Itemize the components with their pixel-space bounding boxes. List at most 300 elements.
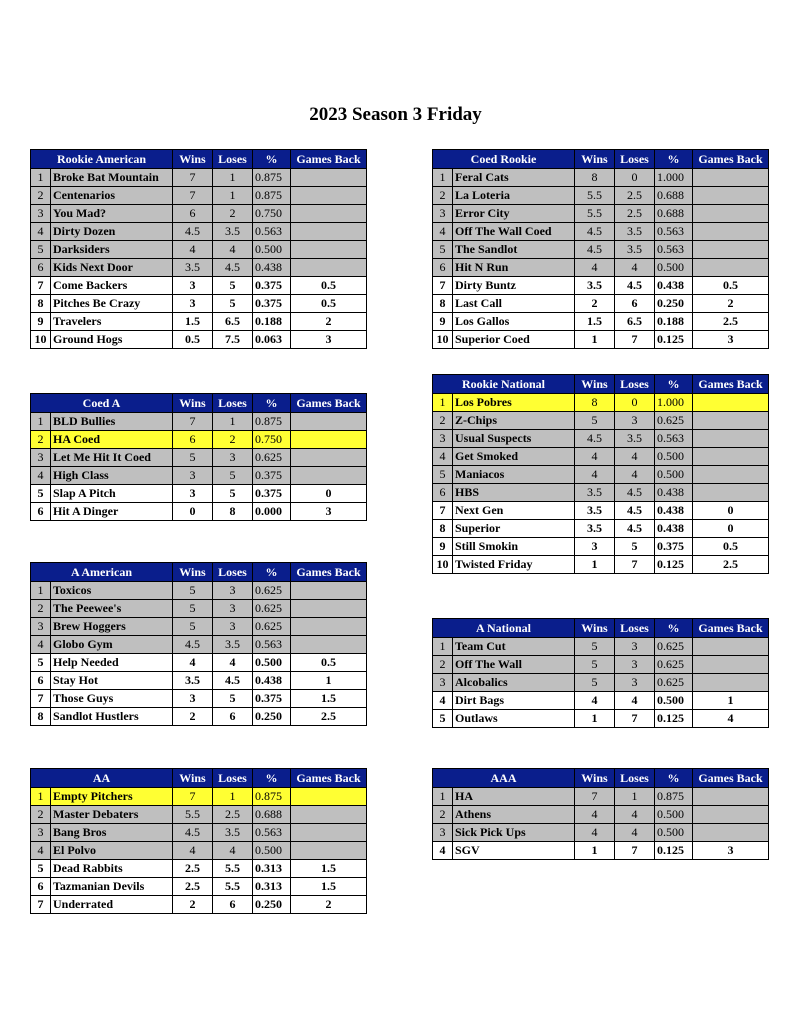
table-row xyxy=(31,295,367,313)
table-row xyxy=(31,259,367,277)
team-cell: The Sandlot xyxy=(453,241,575,259)
games-back-cell: 3 xyxy=(693,331,769,349)
rank-cell: 4 xyxy=(433,692,453,710)
pct-cell: 0.500 xyxy=(253,241,291,259)
wins-cell: 4.5 xyxy=(575,223,615,241)
loses-cell: 4 xyxy=(213,842,253,860)
header-games-back: Games Back xyxy=(693,619,769,638)
header-pct: % xyxy=(253,150,291,169)
loses-cell: 4 xyxy=(615,806,655,824)
table-row xyxy=(433,710,769,728)
team-cell: Next Gen xyxy=(453,502,575,520)
loses-cell: 8 xyxy=(213,503,253,521)
pct-cell: 0.250 xyxy=(253,708,291,726)
rank-cell: 5 xyxy=(31,654,51,672)
table-row xyxy=(31,449,367,467)
rank-cell: 5 xyxy=(31,860,51,878)
rank-cell: 9 xyxy=(433,538,453,556)
wins-cell: 5 xyxy=(575,656,615,674)
loses-cell: 6 xyxy=(615,295,655,313)
games-back-cell xyxy=(693,241,769,259)
table-row xyxy=(31,654,367,672)
standings-table-coed-rookie xyxy=(432,149,769,349)
header-games-back: Games Back xyxy=(291,769,367,788)
pct-cell: 0.500 xyxy=(655,466,693,484)
wins-cell: 5.5 xyxy=(575,205,615,223)
pct-cell: 0.125 xyxy=(655,710,693,728)
header-pct: % xyxy=(655,150,693,169)
wins-cell: 3.5 xyxy=(575,484,615,502)
loses-cell: 4.5 xyxy=(615,277,655,295)
games-back-cell: 1.5 xyxy=(291,690,367,708)
pct-cell: 0.875 xyxy=(253,169,291,187)
wins-cell: 3 xyxy=(173,277,213,295)
wins-cell: 5 xyxy=(173,600,213,618)
games-back-cell xyxy=(693,394,769,412)
wins-cell: 4 xyxy=(575,824,615,842)
games-back-cell xyxy=(291,187,367,205)
header-games-back: Games Back xyxy=(291,394,367,413)
wins-cell: 3 xyxy=(173,485,213,503)
games-back-cell xyxy=(693,412,769,430)
wins-cell: 1.5 xyxy=(575,313,615,331)
table-row xyxy=(433,187,769,205)
team-cell: Darksiders xyxy=(51,241,173,259)
table-header-row xyxy=(31,394,367,413)
games-back-cell: 3 xyxy=(291,503,367,521)
pct-cell: 0.563 xyxy=(253,824,291,842)
wins-cell: 3.5 xyxy=(575,277,615,295)
loses-cell: 4 xyxy=(615,259,655,277)
team-cell: Kids Next Door xyxy=(51,259,173,277)
wins-cell: 3.5 xyxy=(575,502,615,520)
table-row xyxy=(433,484,769,502)
pct-cell: 0.500 xyxy=(655,259,693,277)
table-row xyxy=(31,672,367,690)
wins-cell: 6 xyxy=(173,205,213,223)
team-cell: Superior Coed xyxy=(453,331,575,349)
loses-cell: 4 xyxy=(615,466,655,484)
wins-cell: 5 xyxy=(173,618,213,636)
pct-cell: 0.125 xyxy=(655,331,693,349)
pct-cell: 0.875 xyxy=(655,788,693,806)
wins-cell: 7 xyxy=(173,187,213,205)
rank-cell: 8 xyxy=(433,520,453,538)
team-cell: Hit A Dinger xyxy=(51,503,173,521)
wins-cell: 4 xyxy=(173,842,213,860)
pct-cell: 0.375 xyxy=(655,538,693,556)
rank-cell: 4 xyxy=(31,842,51,860)
header-games-back: Games Back xyxy=(291,150,367,169)
table-row xyxy=(31,708,367,726)
header-pct: % xyxy=(655,769,693,788)
pct-cell: 0.188 xyxy=(253,313,291,331)
rank-cell: 3 xyxy=(433,824,453,842)
pct-cell: 0.625 xyxy=(655,412,693,430)
loses-cell: 5 xyxy=(213,295,253,313)
games-back-cell: 2 xyxy=(291,896,367,914)
games-back-cell xyxy=(291,413,367,431)
loses-cell: 4 xyxy=(615,824,655,842)
team-cell: HA xyxy=(453,788,575,806)
loses-cell: 4 xyxy=(213,241,253,259)
games-back-cell: 0.5 xyxy=(693,277,769,295)
team-cell: Centenarios xyxy=(51,187,173,205)
pct-cell: 0.375 xyxy=(253,690,291,708)
games-back-cell xyxy=(291,241,367,259)
loses-cell: 3 xyxy=(213,600,253,618)
team-cell: Brew Hoggers xyxy=(51,618,173,636)
team-cell: Dead Rabbits xyxy=(51,860,173,878)
pct-cell: 0.750 xyxy=(253,205,291,223)
header-wins: Wins xyxy=(575,769,615,788)
wins-cell: 1 xyxy=(575,842,615,860)
rank-cell: 2 xyxy=(433,656,453,674)
wins-cell: 7 xyxy=(173,788,213,806)
loses-cell: 5.5 xyxy=(213,860,253,878)
wins-cell: 4 xyxy=(173,654,213,672)
table-row xyxy=(433,842,769,860)
pct-cell: 0.188 xyxy=(655,313,693,331)
table-header-row xyxy=(433,375,769,394)
pct-cell: 0.063 xyxy=(253,331,291,349)
games-back-cell: 0 xyxy=(693,520,769,538)
team-cell: Tazmanian Devils xyxy=(51,878,173,896)
header-wins: Wins xyxy=(173,563,213,582)
header-loses: Loses xyxy=(213,563,253,582)
rank-cell: 7 xyxy=(31,690,51,708)
rank-cell: 3 xyxy=(433,205,453,223)
team-cell: Sandlot Hustlers xyxy=(51,708,173,726)
pct-cell: 0.438 xyxy=(655,520,693,538)
team-cell: Sick Pick Ups xyxy=(453,824,575,842)
header-loses: Loses xyxy=(615,375,655,394)
team-cell: Twisted Friday xyxy=(453,556,575,574)
table-header-row xyxy=(31,769,367,788)
table-header-row xyxy=(433,150,769,169)
pct-cell: 0.563 xyxy=(253,223,291,241)
header-games-back: Games Back xyxy=(693,150,769,169)
team-cell: Hit N Run xyxy=(453,259,575,277)
wins-cell: 3.5 xyxy=(575,520,615,538)
table-row xyxy=(31,690,367,708)
games-back-cell xyxy=(693,205,769,223)
games-back-cell xyxy=(693,638,769,656)
loses-cell: 1 xyxy=(213,169,253,187)
rank-cell: 3 xyxy=(31,824,51,842)
team-cell: Feral Cats xyxy=(453,169,575,187)
header-wins: Wins xyxy=(575,619,615,638)
pct-cell: 0.875 xyxy=(253,187,291,205)
wins-cell: 3.5 xyxy=(173,672,213,690)
wins-cell: 4.5 xyxy=(575,241,615,259)
header-name: Rookie National xyxy=(433,375,575,394)
table-row xyxy=(31,878,367,896)
wins-cell: 5 xyxy=(173,449,213,467)
team-cell: Athens xyxy=(453,806,575,824)
team-cell: Off The Wall Coed xyxy=(453,223,575,241)
table-row xyxy=(433,241,769,259)
games-back-cell: 1.5 xyxy=(291,878,367,896)
table-row xyxy=(31,860,367,878)
table-row xyxy=(433,277,769,295)
wins-cell: 5 xyxy=(575,412,615,430)
standings-table-aa xyxy=(30,768,367,914)
table-row xyxy=(31,413,367,431)
pct-cell: 1.000 xyxy=(655,169,693,187)
table-row xyxy=(433,223,769,241)
header-loses: Loses xyxy=(615,769,655,788)
table-row xyxy=(31,187,367,205)
team-cell: Slap A Pitch xyxy=(51,485,173,503)
loses-cell: 3 xyxy=(213,618,253,636)
loses-cell: 4.5 xyxy=(615,520,655,538)
pct-cell: 0.625 xyxy=(655,638,693,656)
table-row xyxy=(433,538,769,556)
loses-cell: 7.5 xyxy=(213,331,253,349)
games-back-cell xyxy=(291,205,367,223)
rank-cell: 4 xyxy=(31,636,51,654)
loses-cell: 3.5 xyxy=(213,636,253,654)
games-back-cell: 1 xyxy=(291,672,367,690)
loses-cell: 7 xyxy=(615,331,655,349)
team-cell: Toxicos xyxy=(51,582,173,600)
games-back-cell: 4 xyxy=(693,710,769,728)
games-back-cell xyxy=(291,806,367,824)
wins-cell: 7 xyxy=(575,788,615,806)
loses-cell: 3 xyxy=(615,638,655,656)
table-row xyxy=(31,503,367,521)
games-back-cell xyxy=(693,169,769,187)
team-cell: Z-Chips xyxy=(453,412,575,430)
header-wins: Wins xyxy=(173,394,213,413)
rank-cell: 6 xyxy=(31,878,51,896)
rank-cell: 7 xyxy=(31,277,51,295)
loses-cell: 5 xyxy=(213,485,253,503)
table-row xyxy=(31,582,367,600)
rank-cell: 6 xyxy=(433,259,453,277)
games-back-cell: 0.5 xyxy=(693,538,769,556)
rank-cell: 1 xyxy=(31,413,51,431)
team-cell: The Peewee's xyxy=(51,600,173,618)
games-back-cell: 0 xyxy=(291,485,367,503)
games-back-cell: 2 xyxy=(291,313,367,331)
pct-cell: 0.500 xyxy=(253,842,291,860)
table-header-row xyxy=(31,563,367,582)
loses-cell: 2.5 xyxy=(615,205,655,223)
rank-cell: 10 xyxy=(31,331,51,349)
header-loses: Loses xyxy=(213,150,253,169)
loses-cell: 6 xyxy=(213,896,253,914)
team-cell: Those Guys xyxy=(51,690,173,708)
team-cell: You Mad? xyxy=(51,205,173,223)
rank-cell: 2 xyxy=(31,600,51,618)
games-back-cell xyxy=(291,259,367,277)
team-cell: Dirty Dozen xyxy=(51,223,173,241)
table-row xyxy=(433,295,769,313)
loses-cell: 5 xyxy=(213,690,253,708)
loses-cell: 5 xyxy=(213,277,253,295)
header-loses: Loses xyxy=(615,150,655,169)
pct-cell: 0.625 xyxy=(253,449,291,467)
wins-cell: 2.5 xyxy=(173,860,213,878)
pct-cell: 0.250 xyxy=(253,896,291,914)
header-games-back: Games Back xyxy=(693,375,769,394)
rank-cell: 6 xyxy=(31,672,51,690)
table-row xyxy=(31,824,367,842)
rank-cell: 3 xyxy=(31,205,51,223)
wins-cell: 2 xyxy=(173,708,213,726)
pct-cell: 0.000 xyxy=(253,503,291,521)
games-back-cell xyxy=(693,806,769,824)
team-cell: Broke Bat Mountain xyxy=(51,169,173,187)
pct-cell: 0.438 xyxy=(655,277,693,295)
team-cell: Master Debaters xyxy=(51,806,173,824)
table-row xyxy=(433,394,769,412)
rank-cell: 1 xyxy=(433,638,453,656)
rank-cell: 1 xyxy=(31,788,51,806)
table-row xyxy=(433,674,769,692)
loses-cell: 3 xyxy=(615,674,655,692)
wins-cell: 3 xyxy=(173,295,213,313)
loses-cell: 5 xyxy=(213,467,253,485)
table-row xyxy=(433,556,769,574)
loses-cell: 1 xyxy=(615,788,655,806)
pct-cell: 0.563 xyxy=(655,241,693,259)
table-row xyxy=(433,313,769,331)
loses-cell: 1 xyxy=(213,413,253,431)
team-cell: Help Needed xyxy=(51,654,173,672)
team-cell: Off The Wall xyxy=(453,656,575,674)
rank-cell: 9 xyxy=(31,313,51,331)
team-cell: Last Call xyxy=(453,295,575,313)
loses-cell: 5 xyxy=(615,538,655,556)
pct-cell: 0.563 xyxy=(655,430,693,448)
wins-cell: 0 xyxy=(173,503,213,521)
standings-table-rookie-american xyxy=(30,149,367,349)
header-pct: % xyxy=(253,394,291,413)
header-wins: Wins xyxy=(575,375,615,394)
rank-cell: 3 xyxy=(31,618,51,636)
wins-cell: 3.5 xyxy=(173,259,213,277)
loses-cell: 4 xyxy=(213,654,253,672)
pct-cell: 0.125 xyxy=(655,842,693,860)
team-cell: Ground Hogs xyxy=(51,331,173,349)
table-row xyxy=(31,842,367,860)
wins-cell: 1 xyxy=(575,556,615,574)
table-row xyxy=(433,788,769,806)
games-back-cell: 1.5 xyxy=(291,860,367,878)
pct-cell: 0.688 xyxy=(253,806,291,824)
wins-cell: 1 xyxy=(575,331,615,349)
rank-cell: 5 xyxy=(433,710,453,728)
wins-cell: 5 xyxy=(575,674,615,692)
table-row xyxy=(433,448,769,466)
pct-cell: 0.875 xyxy=(253,413,291,431)
loses-cell: 7 xyxy=(615,842,655,860)
rank-cell: 7 xyxy=(31,896,51,914)
wins-cell: 4 xyxy=(575,466,615,484)
table-row xyxy=(31,431,367,449)
rank-cell: 1 xyxy=(31,169,51,187)
team-cell: Come Backers xyxy=(51,277,173,295)
pct-cell: 0.688 xyxy=(655,205,693,223)
rank-cell: 5 xyxy=(433,241,453,259)
games-back-cell xyxy=(291,431,367,449)
team-cell: Alcobalics xyxy=(453,674,575,692)
rank-cell: 2 xyxy=(433,187,453,205)
games-back-cell xyxy=(693,788,769,806)
wins-cell: 4 xyxy=(575,692,615,710)
header-name: Coed A xyxy=(31,394,173,413)
rank-cell: 6 xyxy=(31,503,51,521)
pct-cell: 0.625 xyxy=(253,600,291,618)
team-cell: Travelers xyxy=(51,313,173,331)
pct-cell: 0.313 xyxy=(253,860,291,878)
header-name: Coed Rookie xyxy=(433,150,575,169)
games-back-cell xyxy=(693,824,769,842)
table-row xyxy=(31,485,367,503)
pct-cell: 0.375 xyxy=(253,467,291,485)
header-pct: % xyxy=(655,375,693,394)
wins-cell: 3 xyxy=(173,467,213,485)
team-cell: Bang Bros xyxy=(51,824,173,842)
table-row xyxy=(433,331,769,349)
games-back-cell xyxy=(291,636,367,654)
table-row xyxy=(31,205,367,223)
games-back-cell xyxy=(291,169,367,187)
loses-cell: 2 xyxy=(213,431,253,449)
table-row xyxy=(433,824,769,842)
rank-cell: 7 xyxy=(433,502,453,520)
games-back-cell xyxy=(693,259,769,277)
rank-cell: 5 xyxy=(31,241,51,259)
loses-cell: 4.5 xyxy=(615,502,655,520)
loses-cell: 6 xyxy=(213,708,253,726)
team-cell: Los Gallos xyxy=(453,313,575,331)
header-pct: % xyxy=(253,769,291,788)
games-back-cell xyxy=(291,223,367,241)
pct-cell: 0.688 xyxy=(655,187,693,205)
wins-cell: 7 xyxy=(173,169,213,187)
loses-cell: 0 xyxy=(615,169,655,187)
games-back-cell: 0.5 xyxy=(291,295,367,313)
loses-cell: 6.5 xyxy=(615,313,655,331)
table-row xyxy=(31,241,367,259)
games-back-cell xyxy=(693,466,769,484)
team-cell: Empty Pitchers xyxy=(51,788,173,806)
header-games-back: Games Back xyxy=(291,563,367,582)
loses-cell: 4 xyxy=(615,692,655,710)
pct-cell: 0.313 xyxy=(253,878,291,896)
table-row xyxy=(31,806,367,824)
table-row xyxy=(31,618,367,636)
games-back-cell: 2 xyxy=(693,295,769,313)
team-cell: Globo Gym xyxy=(51,636,173,654)
table-row xyxy=(31,636,367,654)
header-name: A American xyxy=(31,563,173,582)
team-cell: Underrated xyxy=(51,896,173,914)
rank-cell: 10 xyxy=(433,331,453,349)
games-back-cell xyxy=(291,824,367,842)
team-cell: Let Me Hit It Coed xyxy=(51,449,173,467)
header-pct: % xyxy=(655,619,693,638)
standings-table-rookie-national xyxy=(432,374,769,574)
loses-cell: 3 xyxy=(615,656,655,674)
loses-cell: 7 xyxy=(615,710,655,728)
rank-cell: 4 xyxy=(433,448,453,466)
wins-cell: 5 xyxy=(173,582,213,600)
